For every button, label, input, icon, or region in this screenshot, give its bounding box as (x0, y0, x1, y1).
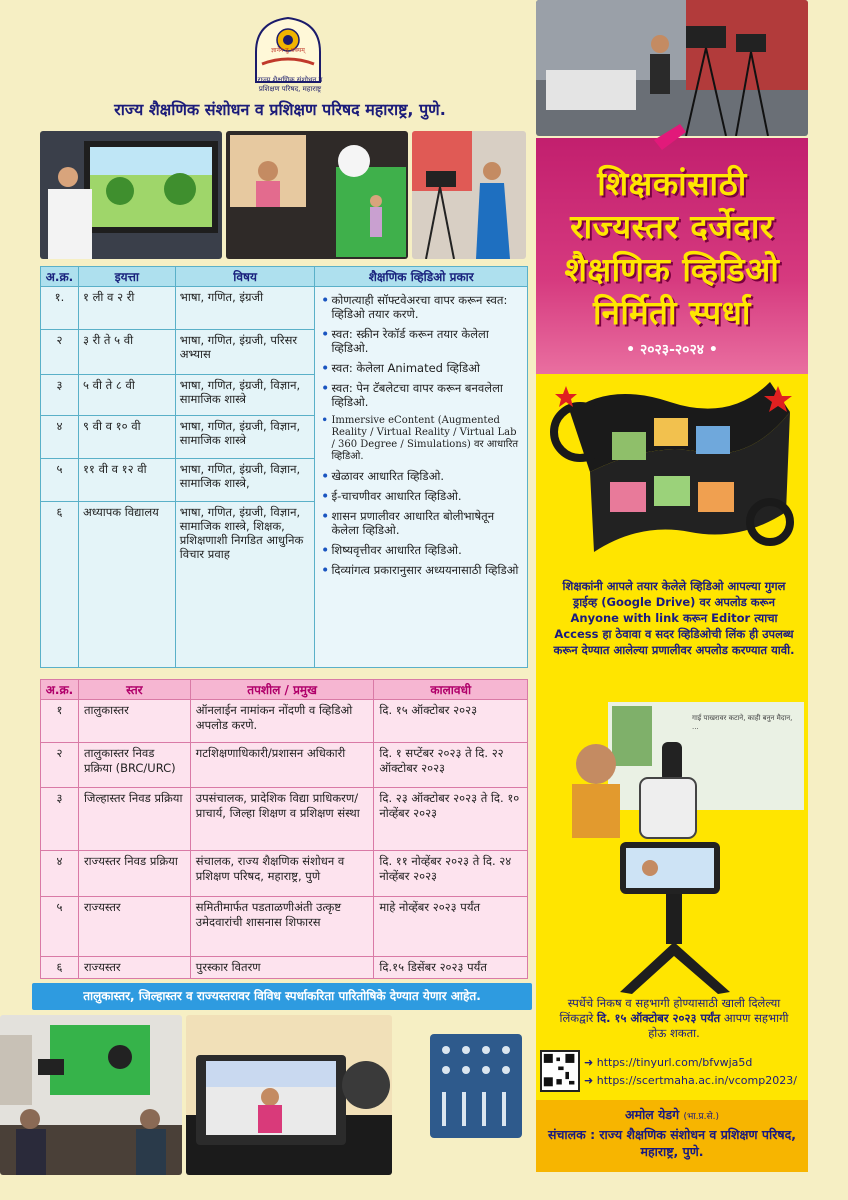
logo-motto: ज्ञानेन तु शक्यम् (271, 47, 305, 54)
deadline-note: स्पर्धेचे निकष व सहभागी होण्यासाठी खाली दिलेल्या लिंकद्वारे दि. १५ ऑक्टोबर २०२३ पर्यंत आपण सहभागी होऊ शकता. (559, 996, 789, 1040)
table-row: २ तालुकास्तर निवड प्रक्रिया (BRC/URC) गटशिक्षणाधिकारी/प्रशासन अधिकारी दि. १ सप्टेंबर २०२३ ते दि. २२ ऑक्टोबर २०२३ (41, 743, 528, 788)
title-line-3: शैक्षणिक व्हिडिओ (564, 250, 780, 289)
grade-subject-table (40, 266, 528, 668)
table-row: ४ ९ वी व १० वी भाषा, गणित, इंग्रजी, विज्ञान, सामाजिक शास्त्रे (41, 416, 528, 459)
list-item: • ई-चाचणीवर आधारित व्हिडिओ. (321, 489, 521, 503)
list-item: • स्वत: स्क्रीन रेकॉर्ड करून तयार केलेला व्हिडिओ. (321, 327, 521, 355)
col-header-period: कालावधी (374, 680, 528, 700)
link-tinyurl[interactable]: ➜ https://tinyurl.com/bfvwja5d (584, 1056, 753, 1069)
col-header-detail: तपशील / प्रमुख (190, 680, 374, 700)
logo-caption: राज्य शैक्षणिक संशोधन व प्रशिक्षण परिषद, महाराष्ट्र (257, 76, 323, 93)
table-row: ३ ५ वी ते ८ वी भाषा, गणित, इंग्रजी, विज्ञान, सामाजिक शास्त्रे (41, 375, 528, 416)
table-row: १. १ ली व २ री भाषा, गणित, इंग्रजी • कोणत्याही सॉफ्टवेअरचा वापर करून स्वत: व्हिडिओ तयार करणे. • स्वत: स्क्रीन रेकॉर्ड करून तयार केलेला व्हिडिओ. • स्वत: केलेला Animated व्हिडिओ • स्वत: पेन टॅबलेटचा वापर करून बनवलेला व्हिडिओ. • Immersive eContent (Augmented Reality / Virtual Reality / Virtual Lab / 360 Degree / Simulations) वर आधारित व्हिडिओ. • खेळावर आधारित व्हिडिओ. • ई-चाचणीवर आधारित व्हिडिओ. • शासन प्रणालीवर आधारित बोलीभाषेतून केलेला व्हिडिओ. • शिष्यवृत्तीवर आधारित व्हिडिओ. • दिव्यांगत्व प्रकारानुसार अध्ययनासाठी व्हिडिओ (41, 287, 528, 330)
list-item: • Immersive eContent (Augmented Reality / Virtual Reality / Virtual Lab / 360 Degree / Simulations) वर आधारित व्हिडिओ. (321, 415, 521, 463)
list-item: • स्वत: पेन टॅबलेटचा वापर करून बनवलेला व्हिडिओ. (321, 381, 521, 409)
director-signature-box: अमोल येडगे (भा.प्र.से.) संचालक : राज्य शैक्षणिक संशोधन व प्रशिक्षण परिषद, महाराष्ट्र, पुणे. (536, 1100, 808, 1172)
table-row: २ ३ री ते ५ वी भाषा, गणित, इंग्रजी, परिसर अभ्यास (41, 330, 528, 375)
photo-teacher-camera (412, 131, 526, 259)
board-text: गाई पाखरावर कटाने, काही बनुन मैदान, ... (692, 714, 793, 731)
photo-teacher-smartboard (40, 131, 222, 259)
schedule-table (40, 679, 528, 979)
col-header-grade: इयत्ता (78, 267, 175, 287)
table-row: ६ अध्यापक विद्यालय भाषा, गणित, इंग्रजी, विज्ञान, सामाजिक शास्त्रे, शिक्षक, प्रशिक्षणाशी निगडित आधुनिक विचार प्रवाह (41, 502, 528, 668)
list-item: • कोणत्याही सॉफ्टवेअरचा वापर करून स्वत: व्हिडिओ तयार करणे. (321, 293, 521, 321)
list-item: • शासन प्रणालीवर आधारित बोलीभाषेतून केलेला व्हिडिओ. (321, 509, 521, 537)
phone-tripod-graphic (600, 742, 750, 994)
photo-camera-viewfinder (186, 1015, 392, 1175)
ribbon-icon (650, 120, 690, 156)
prize-banner: तालुकास्तर, जिल्हास्तर व राज्यस्तरावर विविध स्पर्धाकरिता पारितोषिके देण्यात येणार आहेत. (32, 983, 532, 1010)
table-row: ५ ११ वी व १२ वी भाषा, गणित, इंग्रजी, विज्ञान, सामाजिक शास्त्रे, (41, 459, 528, 502)
title-line-1: शिक्षकांसाठी (597, 164, 747, 203)
photo-audio-mixer (426, 1030, 526, 1142)
table-row: १ तालुकास्तर ऑनलाईन नामांकन नोंदणी व व्हिडिओ अपलोड करणे. दि. १५ ऑक्टोबर २०२३ (41, 700, 528, 743)
col-header-no: अ.क्र. (41, 267, 79, 287)
link-scertmaha[interactable]: ➜ https://scertmaha.ac.in/vcomp2023/ (584, 1074, 797, 1087)
list-item: • शिष्यवृत्तीवर आधारित व्हिडिओ. (321, 543, 521, 557)
table-row: ५ राज्यस्तर समितीमार्फत पडताळणीअंती उत्कृष्ट उमेदवारांची शासनास शिफारस माहे नोव्हेंबर २०२३ पर्यंत (41, 897, 528, 957)
table-row: ४ राज्यस्तर निवड प्रक्रिया संचालक, राज्य शैक्षणिक संशोधन व प्रशिक्षण परिषद, महाराष्ट्र, पुणे दि. ११ नोव्हेंबर २०२३ ते दि. २४ नोव्हेंबर २०२३ (41, 851, 528, 897)
upload-instructions: शिक्षकांनी आपले तयार केलेले व्हिडिओ आपल्या गुगल ड्राईव्ह (Google Drive) वर अपलोड करून Anyone with link करून Editor त्याचा Access हा ठेवावा व सदर व्हिडिओची लिंक ही उपलब्ध करून देण्यात आलेल्या प्रणालीवर अपलोड करण्यात यावी. (553, 579, 795, 657)
photo-studio-recording (226, 131, 408, 259)
col-header-subject: विषय (175, 267, 315, 287)
photo-studio-greenscreen (0, 1015, 182, 1175)
title-line-4: निर्मिती स्पर्धा (593, 293, 751, 332)
table-row: ३ जिल्हास्तर निवड प्रक्रिया उपसंचालक, प्रादेशिक विद्या प्राधिकरण/प्राचार्य, जिल्हा शिक्षण व प्रशिक्षण संस्था दि. २३ ऑक्टोबर २०२३ ते दि. १० नोव्हेंबर २०२३ (41, 788, 528, 851)
competition-year: • २०२३-२०२४ • (626, 342, 718, 358)
title-line-2: राज्यस्तर दर्जेदार (570, 207, 774, 246)
org-title: राज्य शैक्षणिक संशोधन व प्रशिक्षण परिषद महाराष्ट्र, पुणे. (114, 100, 446, 119)
list-item: • दिव्यांगत्व प्रकारानुसार अध्ययनासाठी व्हिडिओ (321, 563, 521, 577)
video-types-cell (315, 287, 528, 668)
col-header-video-type: शैक्षणिक व्हिडिओ प्रकार (315, 267, 528, 287)
director-name: अमोल येडगे (625, 1107, 680, 1122)
qr-code[interactable] (540, 1050, 580, 1092)
list-item: • खेळावर आधारित व्हिडिओ. (321, 469, 521, 483)
table-row: ६ राज्यस्तर पुरस्कार वितरण दि.१५ डिसेंबर २०२३ पर्यंत (41, 957, 528, 979)
col-header-level: स्तर (78, 680, 190, 700)
director-role: संचालक : राज्य शैक्षणिक संशोधन व प्रशिक्षण परिषद, महाराष्ट्र, पुणे. (548, 1127, 796, 1159)
film-reel-graphic (550, 372, 798, 572)
col-header-no: अ.क्र. (41, 680, 79, 700)
photo-recording-studio (536, 0, 808, 136)
list-item: • स्वत: केलेला Animated व्हिडिओ (321, 361, 521, 375)
